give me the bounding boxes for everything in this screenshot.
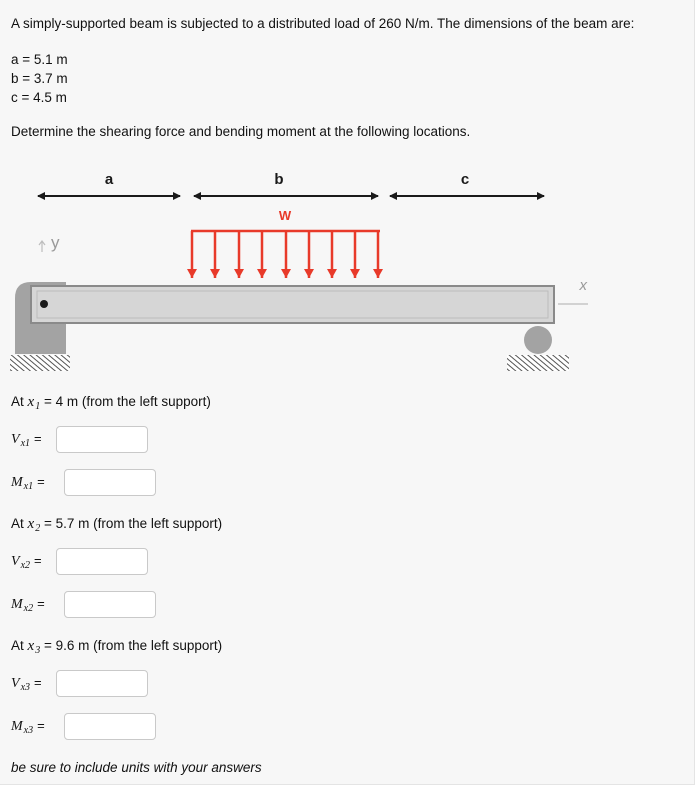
location-3-text: At $x_3 = 9.6$ m (from the left support) (11, 638, 223, 656)
beam (31, 286, 554, 323)
moment-input-3[interactable] (64, 713, 156, 740)
moment-label-2: $M_{x2}$ = (11, 596, 45, 614)
shear-input-3[interactable] (56, 670, 148, 697)
distributed-load (191, 231, 380, 278)
label-y: y (51, 233, 60, 252)
label-x: x (579, 277, 587, 294)
task-text: Determine the shearing force and bending moment at the following locations. (11, 124, 471, 139)
shear-input-2[interactable] (56, 548, 148, 575)
beam-diagram (6, 158, 586, 380)
dimension-a: a = 5.1 m (11, 52, 68, 67)
units-note: be sure to include units with your answers (11, 760, 262, 775)
shear-label-1: $V_{x1}$ = (11, 431, 42, 449)
roller-support (524, 326, 552, 354)
ground-hatch-left (10, 355, 70, 371)
pin-dot (40, 300, 48, 308)
ground-hatch-right (507, 355, 569, 371)
dimension-b: b = 3.7 m (11, 71, 68, 86)
shear-label-2: $V_{x2}$ = (11, 553, 42, 571)
moment-input-1[interactable] (64, 469, 156, 496)
moment-label-1: $M_{x1}$ = (11, 474, 45, 492)
label-b: b (274, 171, 284, 188)
label-w: W (278, 208, 292, 223)
shear-input-1[interactable] (56, 426, 148, 453)
moment-input-2[interactable] (64, 591, 156, 618)
problem-intro: A simply-supported beam is subjected to a distributed load of 260 N/m. The dimensions of the beam are: (11, 16, 635, 31)
location-1-text: At $x_1 = 4$ m (from the left support) (11, 394, 211, 412)
moment-label-3: $M_{x3}$ = (11, 718, 45, 736)
dimension-c: c = 4.5 m (11, 90, 67, 105)
label-c: c (460, 171, 470, 188)
shear-label-3: $V_{x3}$ = (11, 675, 42, 693)
label-a: a (104, 171, 114, 188)
location-2-text: At $x_2 = 5.7$ m (from the left support) (11, 516, 223, 534)
